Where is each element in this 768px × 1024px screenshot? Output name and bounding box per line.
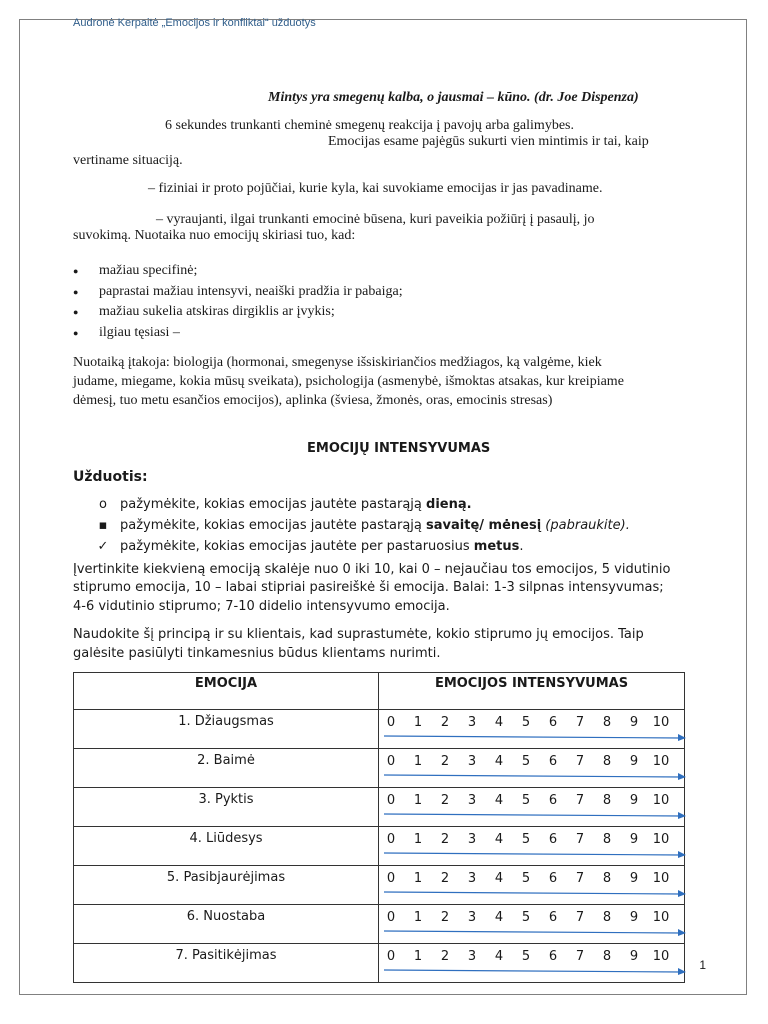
- emotion-name: 5. Pasibjaurėjimas: [74, 866, 379, 905]
- emotion-name: 1. Džiaugsmas: [74, 710, 379, 749]
- paragraph-feelings: – fiziniai ir proto pojūčiai, kurie kyla, kai suvokiame emocijas ir jas pavadiname.: [148, 181, 603, 196]
- scale-arrow-icon: [384, 850, 686, 858]
- table-row: [74, 944, 685, 983]
- scale-value[interactable]: 1: [413, 754, 423, 769]
- scale-value[interactable]: 0: [386, 793, 396, 808]
- scale-value[interactable]: 3: [467, 793, 477, 808]
- scale-value[interactable]: 8: [602, 871, 612, 886]
- emotion-name: 4. Liūdesys: [74, 827, 379, 866]
- scale-value[interactable]: 2: [440, 793, 450, 808]
- scale-value[interactable]: 8: [602, 910, 612, 925]
- page-number: 1: [699, 958, 706, 972]
- scale-value[interactable]: 9: [629, 910, 639, 925]
- scale-value[interactable]: 5: [521, 715, 531, 730]
- scale-arrow-icon: [384, 772, 686, 780]
- clients-text-line2: galėsite pasiūlyti tinkamesnius būdus klientams nurimti.: [73, 646, 441, 661]
- scale-value[interactable]: 2: [440, 910, 450, 925]
- list-item: ● mažiau specifinė;: [73, 261, 403, 282]
- intensity-scale[interactable]: [379, 827, 685, 866]
- scale-value[interactable]: 6: [548, 871, 558, 886]
- scale-value[interactable]: 7: [575, 949, 585, 964]
- table-row: [74, 827, 685, 866]
- scale-value[interactable]: 3: [467, 949, 477, 964]
- scale-value[interactable]: 5: [521, 754, 531, 769]
- intensity-scale[interactable]: [379, 749, 685, 788]
- scale-value[interactable]: 6: [548, 832, 558, 847]
- list-item: ● paprastai mažiau intensyvi, neaiški pradžia ir pabaiga;: [73, 282, 403, 303]
- scale-value[interactable]: 2: [440, 871, 450, 886]
- scale-value[interactable]: 6: [548, 715, 558, 730]
- scale-arrow-icon: [384, 889, 686, 897]
- table-row: [74, 905, 685, 944]
- scale-value[interactable]: 3: [467, 754, 477, 769]
- scale-value[interactable]: 4: [494, 754, 504, 769]
- scale-text-line3: 4-6 vidutinio stiprumo; 7-10 didelio intensyvumo emocija.: [73, 599, 450, 614]
- scale-value[interactable]: 6: [548, 949, 558, 964]
- scale-value[interactable]: 8: [602, 754, 612, 769]
- scale-value[interactable]: 1: [413, 793, 423, 808]
- intensity-scale[interactable]: [379, 710, 685, 749]
- scale-value[interactable]: 5: [521, 793, 531, 808]
- list-item: ● mažiau sukelia atskiras dirgiklis ar įvykis;: [73, 302, 403, 323]
- scale-value[interactable]: 0: [386, 910, 396, 925]
- scale-value[interactable]: 5: [521, 910, 531, 925]
- task-item-day: o pažymėkite, kokias emocijas jautėte pastarąją dieną.: [95, 495, 630, 516]
- scale-value[interactable]: 7: [575, 754, 585, 769]
- scale-value[interactable]: 4: [494, 910, 504, 925]
- scale-value[interactable]: 0: [386, 715, 396, 730]
- scale-value[interactable]: 3: [467, 715, 477, 730]
- scale-arrow-icon: [384, 811, 686, 819]
- paragraph-mood-line1: – vyraujanti, ilgai trunkanti emocinė būsena, kuri paveikia požiūrį į pasaulį, jo: [156, 212, 595, 227]
- column-header-intensity: EMOCIJOS INTENSYVUMAS: [379, 673, 685, 710]
- scale-value[interactable]: 3: [467, 871, 477, 886]
- scale-text-line2: stiprumo emocija, 10 – labai stipriai pasireiškė ši emocija. Balai: 1-3 silpnas intensyvumas;: [73, 580, 664, 595]
- paragraph-emotion-line3: vertiname situaciją.: [73, 153, 183, 168]
- scale-value[interactable]: 0: [386, 754, 396, 769]
- scale-arrow-icon: [384, 733, 686, 741]
- scale-value[interactable]: 10: [652, 793, 670, 808]
- table-row: [74, 788, 685, 827]
- influence-line1: Nuotaiką įtakoja: biologija (hormonai, smegenyse išsiskiriančios medžiagos, ką valgėme, kiek: [73, 355, 602, 370]
- scale-value[interactable]: 10: [652, 871, 670, 886]
- emotion-intensity-table: [73, 672, 685, 983]
- table-header-row: [74, 673, 685, 710]
- scale-value[interactable]: 2: [440, 949, 450, 964]
- checkmark-icon: ✓: [97, 539, 109, 554]
- table-row: [74, 710, 685, 749]
- task-item-week: ▪ pažymėkite, kokias emocijas jautėte pastarąją savaitę/ mėnesį (pabraukite).: [95, 516, 630, 537]
- scale-value[interactable]: 5: [521, 871, 531, 886]
- mood-bullet-list: [73, 261, 403, 343]
- intensity-scale[interactable]: [379, 944, 685, 983]
- column-header-emotion: EMOCIJA: [74, 673, 379, 710]
- task-label: Užduotis:: [73, 469, 148, 485]
- scale-value[interactable]: 3: [467, 910, 477, 925]
- scale-value[interactable]: 7: [575, 715, 585, 730]
- square-bullet-icon: ▪: [98, 518, 108, 533]
- paragraph-emotion-line2: Emocijas esame pajėgūs sukurti vien mintimis ir tai, kaip: [328, 134, 649, 149]
- scale-value[interactable]: 1: [413, 832, 423, 847]
- scale-value[interactable]: 1: [413, 871, 423, 886]
- intensity-scale[interactable]: [379, 866, 685, 905]
- emotion-name: 3. Pyktis: [74, 788, 379, 827]
- table-row: [74, 866, 685, 905]
- page-header: Audronė Kerpaitė „Emocijos ir konfliktai“ užduotys: [73, 17, 316, 29]
- scale-value[interactable]: 2: [440, 754, 450, 769]
- scale-value[interactable]: 5: [521, 832, 531, 847]
- scale-value[interactable]: 10: [652, 949, 670, 964]
- list-item: ● ilgiau tęsiasi –: [73, 323, 403, 344]
- scale-value[interactable]: 1: [413, 949, 423, 964]
- influence-line3: dėmesį, tuo metu esančios emocijos), aplinka (šviesa, žmonės, oras, emocinis stresas): [73, 393, 553, 408]
- scale-value[interactable]: 10: [652, 715, 670, 730]
- scale-text-line1: Įvertinkite kiekvieną emociją skalėje nuo 0 iki 10, kai 0 – nejaučiau tos emocijos, 5 vidutinio: [73, 562, 671, 577]
- emotion-name: 6. Nuostaba: [74, 905, 379, 944]
- scale-value[interactable]: 10: [652, 832, 670, 847]
- table-row: [74, 749, 685, 788]
- scale-value[interactable]: 9: [629, 715, 639, 730]
- scale-value[interactable]: 0: [386, 949, 396, 964]
- scale-value[interactable]: 4: [494, 715, 504, 730]
- scale-value[interactable]: 4: [494, 793, 504, 808]
- section-title: EMOCIJŲ INTENSYVUMAS: [307, 441, 491, 456]
- scale-value[interactable]: 9: [629, 754, 639, 769]
- task-item-year: ✓ pažymėkite, kokias emocijas jautėte per pastaruosius metus.: [95, 537, 630, 558]
- scale-value[interactable]: 5: [521, 949, 531, 964]
- influence-line2: judame, miegame, kokia mūsų sveikata), psichologija (asmenybė, išmoktas atsakas, kur kreipiame: [73, 374, 624, 389]
- scale-arrow-icon: [384, 967, 686, 975]
- circle-bullet-icon: o: [99, 497, 107, 512]
- scale-value[interactable]: 10: [652, 754, 670, 769]
- scale-value[interactable]: 8: [602, 793, 612, 808]
- scale-value[interactable]: 7: [575, 793, 585, 808]
- intensity-scale[interactable]: [379, 788, 685, 827]
- scale-arrow-icon: [384, 928, 686, 936]
- scale-value[interactable]: 4: [494, 871, 504, 886]
- scale-value[interactable]: 7: [575, 871, 585, 886]
- scale-value[interactable]: 1: [413, 715, 423, 730]
- scale-value[interactable]: 4: [494, 949, 504, 964]
- emotion-name: 7. Pasitikėjimas: [74, 944, 379, 983]
- scale-value[interactable]: 8: [602, 949, 612, 964]
- scale-value[interactable]: 1: [413, 910, 423, 925]
- scale-value[interactable]: 6: [548, 793, 558, 808]
- scale-value[interactable]: 2: [440, 715, 450, 730]
- quote: Mintys yra smegenų kalba, o jausmai – kūno. (dr. Joe Dispenza): [268, 90, 639, 105]
- intensity-scale[interactable]: [379, 905, 685, 944]
- scale-value[interactable]: 7: [575, 910, 585, 925]
- scale-value[interactable]: 7: [575, 832, 585, 847]
- scale-value[interactable]: 0: [386, 871, 396, 886]
- scale-value[interactable]: 2: [440, 832, 450, 847]
- clients-text-line1: Naudokite šį principą ir su klientais, kad suprastumėte, kokio stiprumo jų emocijos. Taip: [73, 627, 644, 642]
- scale-value[interactable]: 6: [548, 754, 558, 769]
- scale-value[interactable]: 0: [386, 832, 396, 847]
- scale-value[interactable]: 6: [548, 910, 558, 925]
- paragraph-mood-line2: suvokimą. Nuotaika nuo emocijų skiriasi tuo, kad:: [73, 228, 356, 243]
- task-list: [95, 495, 630, 558]
- scale-value[interactable]: 10: [652, 910, 670, 925]
- scale-value[interactable]: 8: [602, 832, 612, 847]
- paragraph-emotion-line1: 6 sekundes trunkanti cheminė smegenų reakcija į pavojų arba galimybes.: [165, 118, 574, 133]
- scale-value[interactable]: 3: [467, 832, 477, 847]
- emotion-name: 2. Baimė: [74, 749, 379, 788]
- scale-value[interactable]: 4: [494, 832, 504, 847]
- scale-value[interactable]: 9: [629, 949, 639, 964]
- scale-value[interactable]: 9: [629, 832, 639, 847]
- scale-value[interactable]: 9: [629, 871, 639, 886]
- scale-value[interactable]: 9: [629, 793, 639, 808]
- scale-value[interactable]: 8: [602, 715, 612, 730]
